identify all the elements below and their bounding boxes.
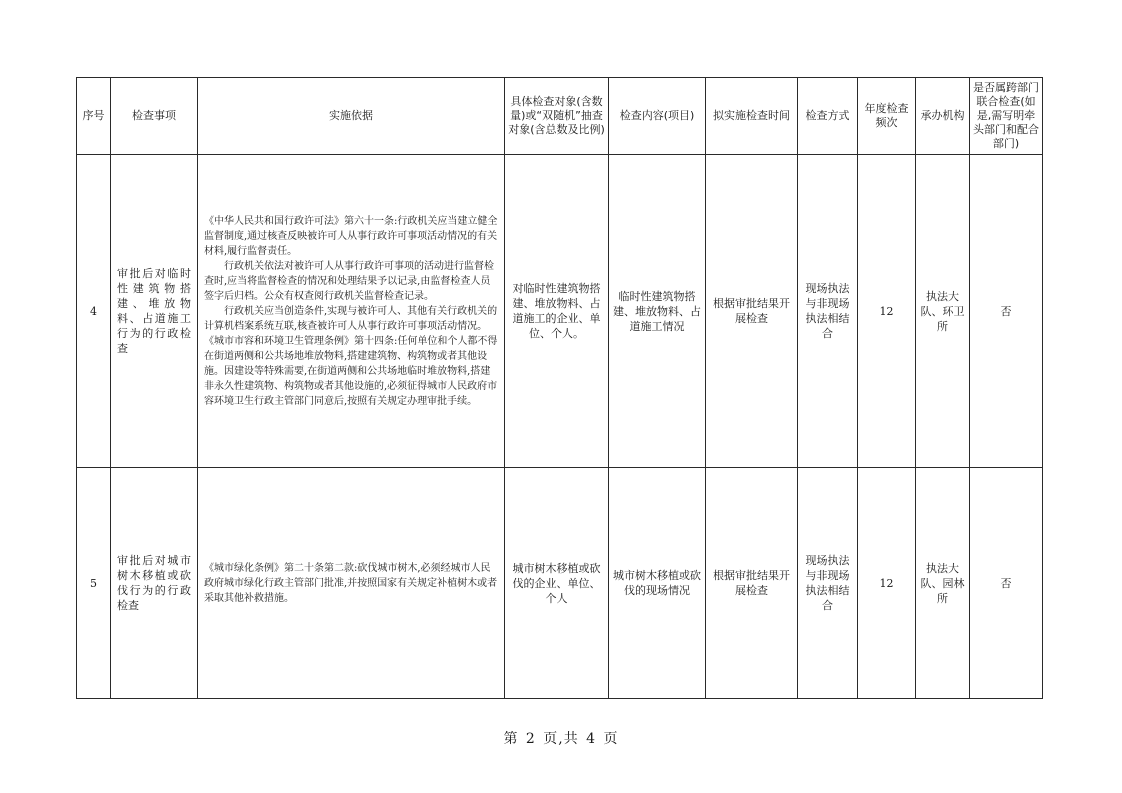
- cell-freq: 12: [858, 155, 916, 468]
- cell-time: 根据审批结果开展检查: [706, 468, 798, 699]
- cell-method: 现场执法与非现场执法相结合: [798, 468, 858, 699]
- basis-paragraph: 《中华人民共和国行政许可法》第六十一条:行政机关应当建立健全监督制度,通过核查反映被许可人从事行政许可事项活动情况的有关材料,履行监督责任。: [204, 215, 498, 257]
- cell-content: 临时性建筑物搭建、堆放物料、占道施工情况: [609, 155, 706, 468]
- footer-page-number: 2: [525, 731, 536, 747]
- footer-suffix: 页: [603, 731, 619, 747]
- cell-method: 现场执法与非现场执法相结合: [798, 155, 858, 468]
- cell-joint: 否: [970, 155, 1043, 468]
- header-joint: 是否属跨部门联合检查(如是,需写明牵头部门和配合部门): [970, 78, 1043, 155]
- cell-seq: 5: [77, 468, 111, 699]
- header-row: [77, 78, 1043, 155]
- cell-joint: 否: [970, 468, 1043, 699]
- cell-content: 城市树木移植或砍伐的现场情况: [609, 468, 706, 699]
- header-org: 承办机构: [916, 78, 970, 155]
- cell-time: 根据审批结果开展检查: [706, 155, 798, 468]
- header-seq: 序号: [77, 78, 111, 155]
- table-row: [77, 468, 1043, 699]
- cell-org: 执法大队、园林所: [916, 468, 970, 699]
- header-time: 拟实施检查时间: [706, 78, 798, 155]
- header-content: 检查内容(项目): [609, 78, 706, 155]
- footer-total-pages: 4: [586, 731, 597, 747]
- header-basis: 实施依据: [198, 78, 505, 155]
- header-freq: 年度检查频次: [858, 78, 916, 155]
- cell-target: 对临时性建筑物搭建、堆放物料、占道施工的企业、单位、个人。: [505, 155, 609, 468]
- table-row: [77, 155, 1043, 468]
- cell-item: 审批后对城市树木移植或砍伐行为的行政检查: [111, 468, 198, 699]
- cell-seq: 4: [77, 155, 111, 468]
- cell-freq: 12: [858, 468, 916, 699]
- header-item: 检查事项: [111, 78, 198, 155]
- cell-basis: [198, 155, 505, 468]
- footer-mid: 页,共: [543, 731, 579, 747]
- basis-paragraph: 《城市绿化条例》第二十条第二款:砍伐城市树木,必须经城市人民政府城市绿化行政主管部门批准,并按照国家有关规定补植树木或者采取其他补救措施。: [204, 562, 498, 604]
- page-footer: [0, 728, 1122, 748]
- cell-item: 审批后对临时性建筑物搭建、堆放物料、占道施工行为的行政检查: [111, 155, 198, 468]
- header-target: 具体检查对象(含数量)或“双随机”抽查对象(含总数及比例): [505, 78, 609, 155]
- header-method: 检查方式: [798, 78, 858, 155]
- cell-basis: [198, 468, 505, 699]
- basis-paragraph: 行政机关应当创造条件,实现与被许可人、其他有关行政机关的计算机档案系统互联,核查被许可人从事行政许可事项活动情况。《城市市容和环境卫生管理条例》第十四条:任何单位和个人都不得在街道两侧和公共场地堆放物料,搭建建筑物、构筑物或者其他设施。因建设等特殊需要,在街道两侧和公共场地临时堆放物料,搭建非永久性建筑物、构筑物或者其他设施的,必须征得城市人民政府市容环境卫生行政主管部门同意后,按照有关规定办理审批手续。: [204, 305, 498, 407]
- inspection-table: [76, 77, 1043, 699]
- cell-target: 城市树木移植或砍伐的企业、单位、个人: [505, 468, 609, 699]
- basis-paragraph: 行政机关依法对被许可人从事行政许可事项的活动进行监督检查时,应当将监督检查的情况和处理结果予以记录,由监督检查人员签字后归档。公众有权查阅行政机关监督检查记录。: [204, 260, 494, 302]
- cell-org: 执法大队、环卫所: [916, 155, 970, 468]
- footer-prefix: 第: [503, 731, 519, 747]
